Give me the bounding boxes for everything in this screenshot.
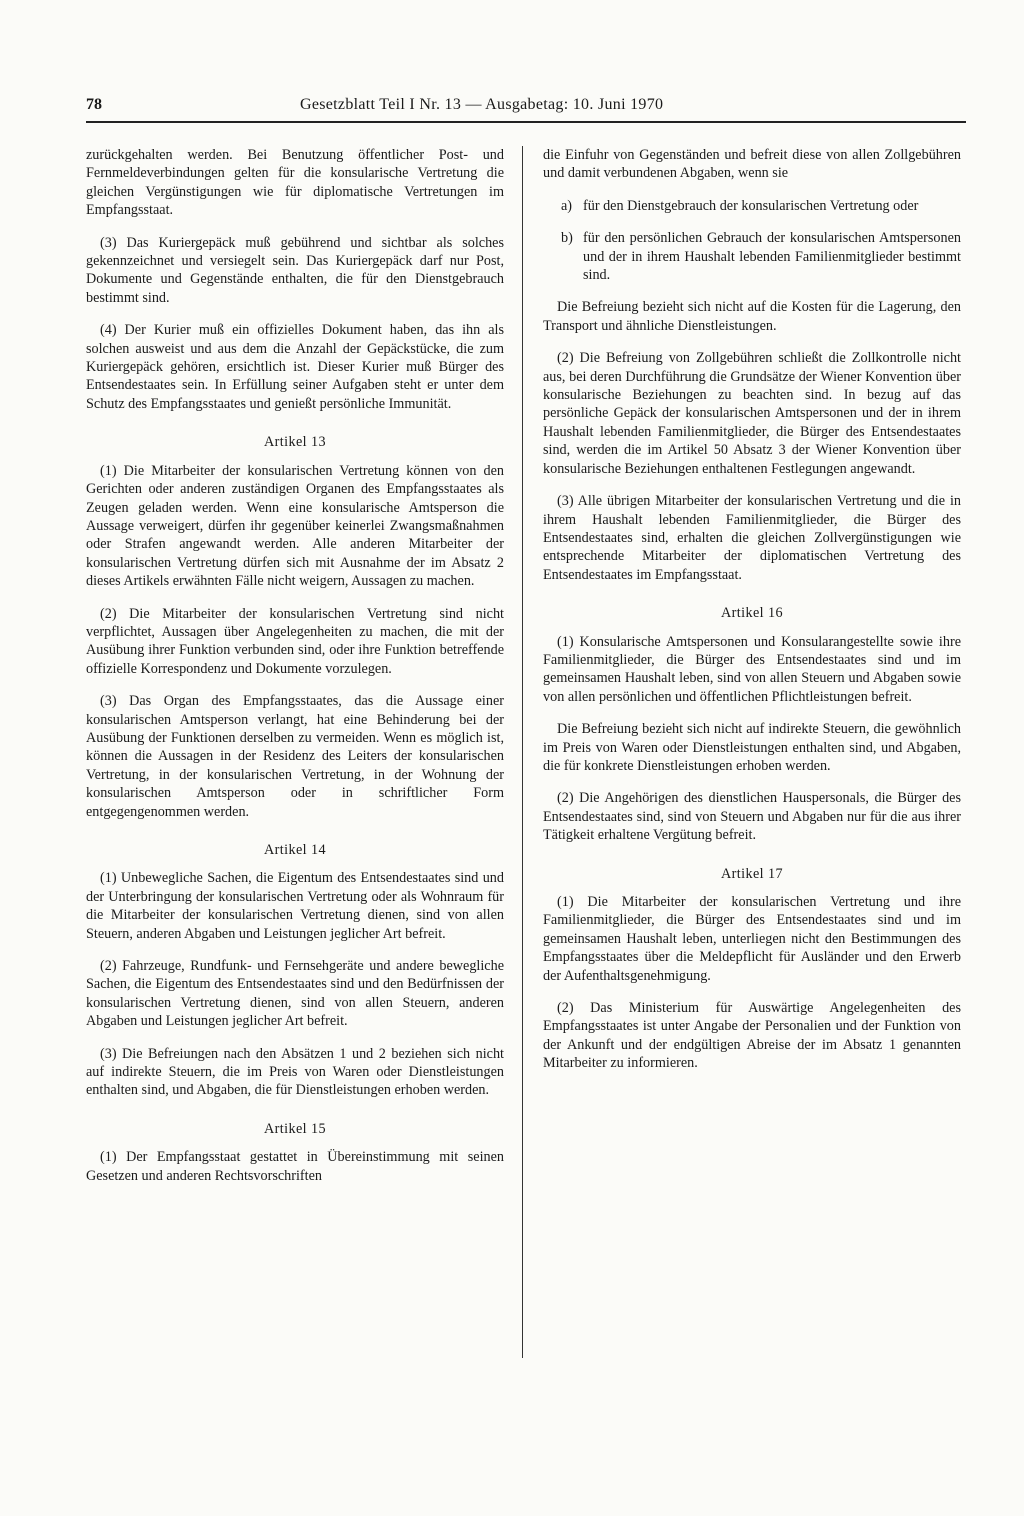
right-column bbox=[543, 146, 961, 1087]
article-heading-14: Artikel 14 bbox=[264, 842, 326, 858]
paragraph: (3) Die Befreiungen nach den Absätzen 1 und 2 beziehen sich nicht auf indirekte Steuern, die im Preis von Waren oder Dienstleistungen enthalten sind, und Abgaben, die für Dienstleistungen erhoben werden. bbox=[86, 1045, 504, 1099]
paragraph: (2) Die Angehörigen des dienstlichen Hauspersonals, die Bürger des Entsendestaates sind, sind von Steuern und Abgaben nur für die aus ihrer Tätigkeit erhaltene Vergütung befreit. bbox=[543, 790, 961, 844]
paragraph: (3) Das Organ des Empfangsstaates, das die Aussage einer konsularischen Amtsperson verlangt, hat eine Behinderung bei der Ausübung der Funktionen derselben zu vermeiden. Wenn es möglich ist, können die Aussagen in der Residenz des Leiters der konsularischen Vertretung, in der konsularischen Vertretung, in der Wohnung der konsularischen Amtsperson oder in schriftlicher Form entgegengenommen werden. bbox=[86, 693, 504, 820]
list-marker: b) bbox=[561, 230, 573, 247]
list-item-a bbox=[543, 197, 961, 215]
article-heading-17: Artikel 17 bbox=[721, 865, 783, 882]
paragraph: (2) Die Mitarbeiter der konsularischen Vertretung sind nicht verpflichtet, Aussagen über Angelegenheiten zu machen, die mit der Ausübung ihrer Funktion verbunden sind, oder ihre Funktion betreffende offizielle Korrespondenz und Dokumente vorzulegen. bbox=[86, 605, 504, 677]
running-header: Gesetzblatt Teil I Nr. 13 — Ausgabetag: 10. Juni 1970 bbox=[300, 96, 664, 113]
paragraph: die Einfuhr von Gegenständen und befreit diese von allen Zollgebühren und damit verbundenen Abgaben, wenn sie bbox=[543, 147, 961, 182]
list-text: für den persönlichen Gebrauch der konsularischen Amtspersonen und der in ihrem Haushalt lebenden Familienmitglieder bestimmt sind. bbox=[583, 230, 961, 284]
header-rule bbox=[86, 121, 966, 123]
list-item-b bbox=[543, 229, 961, 284]
paragraph: (3) Das Kuriergepäck muß gebührend und sichtbar als solches gekennzeichnet und versiegelt sein. Das Kuriergepäck darf nur Post, Dokumente und Gegenstände enthalten, die für den Dienstgebrauch bestimmt sind. bbox=[86, 234, 504, 306]
paragraph: (2) Das Ministerium für Auswärtige Angelegenheiten des Empfangsstaates ist unter Angabe der Personalien und der Funktion von der Ankunft und der endgültigen Abreise der im Absatz 1 genannten Mitarbeiter zu informieren. bbox=[543, 1000, 961, 1072]
paragraph: zurückgehalten werden. Bei Benutzung öffentlicher Post- und Fernmeldeverbindungen gelten für die konsularische Vertretung die gleichen Vergünstigungen wie für diplomatische Vertretungen im Empfangsstaat. bbox=[86, 147, 504, 219]
paragraph: (1) Die Mitarbeiter der konsularischen Vertretung können von den Gerichten oder anderen zuständigen Organen des Empfangsstaates als Zeugen geladen werden. Wenn eine konsularische Amtsperson die Aussage verweigert, dürfen ihr gegenüber keinerlei Zwangsmaßnahmen oder Strafen angewandt werden. Alle anderen Mitarbeiter der konsularischen Vertretung dürfen sich mit Ausnahme der im Absatz 2 dieses Artikels erwähnten Fälle nicht weigern, Aussagen zu machen. bbox=[86, 462, 504, 590]
paragraph: (1) Die Mitarbeiter der konsularischen Vertretung und ihre Familienmitglieder, die Bürger des Entsendestaates sind und im gemeinsamen Haushalt leben, unterliegen nicht den Bestimmungen des Empfangsstaates über die Meldepflicht für Ausländer und den Erwerb der Aufenthaltsgenehmigung. bbox=[543, 894, 961, 984]
paragraph: (2) Die Befreiung von Zollgebühren schließt die Zollkontrolle nicht aus, bei deren Durchführung die Grundsätze der Wiener Konvention über konsularische Beziehungen zu beachten sind. In bezug auf das persönliche Gepäck der konsularischen Amtspersonen und der in ihrem Haushalt lebenden Familienmitglieder, die Bürger des Entsendestaates sind, werden die im Artikel 50 Absatz 3 der Wiener Konvention über konsularische Beziehungen enthaltenen Festlegungen angewandt. bbox=[543, 350, 961, 477]
paragraph: (1) Unbewegliche Sachen, die Eigentum des Entsendestaates sind und der Unterbringung der konsularischen Vertretung oder als Wohnraum für die Mitarbeiter der konsularischen Vertretung dienen, sind von allen Steuern, anderen Abgaben und Leistungen jeglicher Art befreit. bbox=[86, 870, 504, 942]
page-number: 78 bbox=[86, 96, 102, 113]
paragraph: (1) Der Empfangsstaat gestattet in Übereinstimmung mit seinen Gesetzen und anderen Rechtsvorschriften bbox=[86, 1149, 504, 1184]
paragraph: (1) Konsularische Amtspersonen und Konsularangestellte sowie ihre Familienmitglieder, die Bürger des Entsendestaates sind und im gemeinsamen Haushalt leben, sind von allen Steuern und Abgaben sowie von allen persönlichen und öffentlichen Pflichtleistungen befreit. bbox=[543, 633, 961, 705]
column-divider bbox=[522, 146, 523, 1358]
paragraph: (2) Fahrzeuge, Rundfunk- und Fernsehgeräte und andere bewegliche Sachen, die Eigentum des Entsendestaates sind und den Bedürfnissen der konsularischen Vertretung dienen, sind von allen Steuern, anderen Abgaben und Leistungen jeglicher Art befreit. bbox=[86, 958, 504, 1030]
article-heading-13: Artikel 13 bbox=[264, 434, 326, 451]
article-heading-15: Artikel 15 bbox=[264, 1120, 326, 1137]
left-column bbox=[86, 146, 504, 1199]
list-marker: a) bbox=[561, 197, 573, 214]
paragraph: Die Befreiung bezieht sich nicht auf die Kosten für die Lagerung, den Transport und ähnliche Dienstleistungen. bbox=[543, 299, 961, 334]
list-text: für den Dienstgebrauch der konsularischen Vertretung oder bbox=[583, 197, 919, 214]
paragraph: Die Befreiung bezieht sich nicht auf indirekte Steuern, die gewöhnlich im Preis von Waren oder Dienstleistungen enthalten sind, und Abgaben, die für konkrete Dienstleistungen erhoben werden. bbox=[543, 721, 961, 774]
article-heading-16: Artikel 16 bbox=[721, 605, 783, 622]
paragraph: (4) Der Kurier muß ein offizielles Dokument haben, das ihn als solchen ausweist und aus dem die Anzahl der Gepäckstücke, die zum Kuriergepäck gehören, ersichtlich ist. Dieser Kurier muß Bürger des Entsendestaates sein. In Erfüllung seiner Aufgaben steht er unter dem Schutz des Empfangsstaates und genießt persönliche Immunität. bbox=[86, 322, 504, 412]
paragraph: (3) Alle übrigen Mitarbeiter der konsularischen Vertretung und die in ihrem Haushalt lebenden Familienmitglieder, die Bürger des Entsendestaates sind, erhalten die gleichen Zollvergünstigungen wie entsprechende Mitarbeiter der diplomatischen Vertretung des Entsendestaates im Empfangsstaat. bbox=[543, 493, 961, 583]
